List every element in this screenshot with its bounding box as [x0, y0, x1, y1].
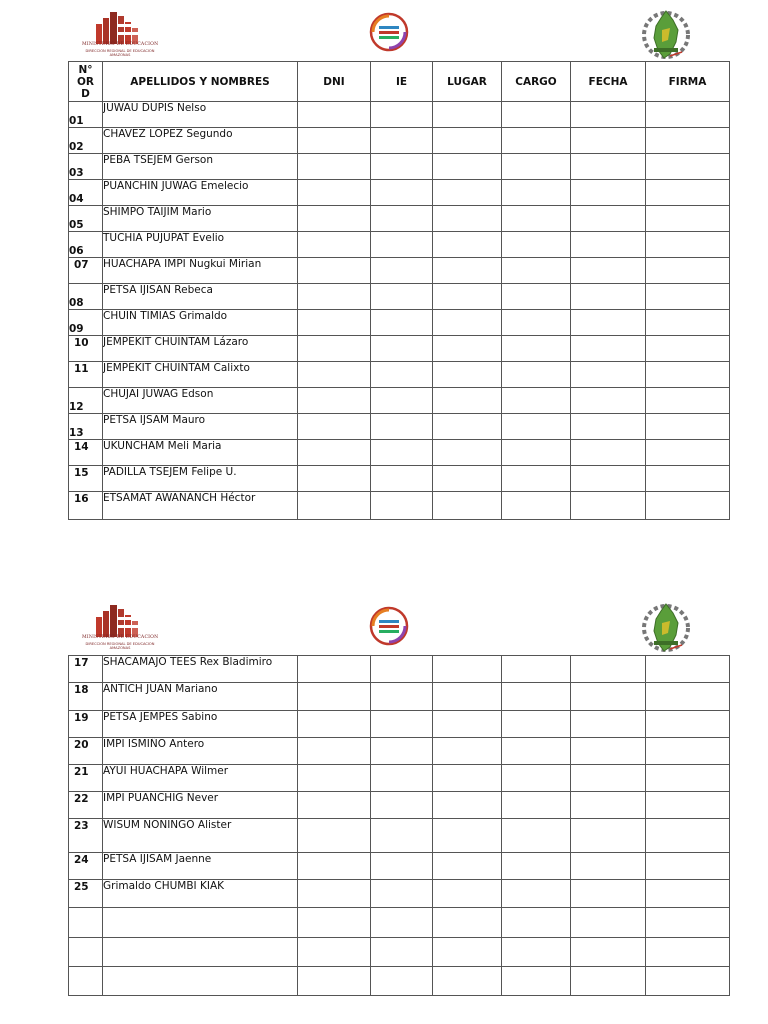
ie-cell[interactable] — [371, 908, 433, 938]
col-header-fecha: FECHA — [571, 62, 646, 102]
table-row — [69, 492, 730, 520]
table-row — [69, 819, 730, 853]
intercultural-logo — [369, 12, 409, 52]
row-name: PETSA IJISAN Rebeca — [103, 284, 298, 310]
lugar-cell[interactable] — [433, 466, 502, 492]
row-number: 03 — [69, 154, 103, 180]
dni-cell[interactable] — [298, 738, 371, 765]
firma-cell[interactable] — [646, 180, 730, 206]
row-number: 09 — [69, 310, 103, 336]
firma-cell[interactable] — [646, 362, 730, 388]
row-number: 06 — [69, 232, 103, 258]
table-body-page1 — [69, 102, 730, 520]
ie-cell[interactable] — [371, 180, 433, 206]
lugar-cell[interactable] — [433, 440, 502, 466]
row-number: 01 — [69, 102, 103, 128]
row-name: Grimaldo CHUMBI KIAK — [103, 880, 298, 908]
lugar-cell[interactable] — [433, 154, 502, 180]
firma-cell[interactable] — [646, 792, 730, 819]
firma-cell[interactable] — [646, 908, 730, 938]
row-name: IMPI ISMIÑO Antero — [103, 738, 298, 765]
fecha-cell[interactable] — [571, 938, 646, 967]
dni-cell[interactable] — [298, 853, 371, 880]
col-header-firma: FIRMA — [646, 62, 730, 102]
dni-cell[interactable] — [298, 414, 371, 440]
fecha-cell[interactable] — [571, 310, 646, 336]
cargo-cell[interactable] — [502, 128, 571, 154]
dni-cell[interactable] — [298, 154, 371, 180]
dni-cell[interactable] — [298, 492, 371, 520]
dni-cell[interactable] — [298, 967, 371, 996]
row-number: 13 — [69, 414, 103, 440]
fecha-cell[interactable] — [571, 853, 646, 880]
fecha-cell[interactable] — [571, 440, 646, 466]
ie-cell[interactable] — [371, 388, 433, 414]
row-number: 02 — [69, 128, 103, 154]
cargo-cell[interactable] — [502, 258, 571, 284]
table-row — [69, 466, 730, 492]
row-name: SHACAMAJO TEES Rex Bladimiro — [103, 656, 298, 683]
col-ord-line2: OR — [76, 75, 94, 88]
dni-cell[interactable] — [298, 656, 371, 683]
row-name: SHIMPO TAIJIM Mario — [103, 206, 298, 232]
row-name: CHAVEZ LOPEZ Segundo — [103, 128, 298, 154]
cargo-cell[interactable] — [502, 683, 571, 711]
row-name: ETSAMAT AWANANCH Héctor — [103, 492, 298, 520]
fecha-cell[interactable] — [571, 336, 646, 362]
ie-cell[interactable] — [371, 738, 433, 765]
dni-cell[interactable] — [298, 938, 371, 967]
intercultural-logo-page2 — [369, 606, 409, 646]
firma-cell[interactable] — [646, 310, 730, 336]
table-row — [69, 232, 730, 258]
ie-cell[interactable] — [371, 362, 433, 388]
lugar-cell[interactable] — [433, 765, 502, 792]
attendance-table-page2 — [68, 655, 730, 996]
lugar-cell[interactable] — [433, 258, 502, 284]
fecha-cell[interactable] — [571, 656, 646, 683]
lugar-cell[interactable] — [433, 232, 502, 258]
firma-cell[interactable] — [646, 102, 730, 128]
table-header-row — [69, 62, 730, 102]
dni-cell[interactable] — [298, 362, 371, 388]
fecha-cell[interactable] — [571, 819, 646, 853]
lugar-cell[interactable] — [433, 414, 502, 440]
table-row — [69, 206, 730, 232]
fecha-cell[interactable] — [571, 683, 646, 711]
table-row — [69, 284, 730, 310]
dni-cell[interactable] — [298, 908, 371, 938]
cargo-cell[interactable] — [502, 414, 571, 440]
ie-cell[interactable] — [371, 967, 433, 996]
dni-cell[interactable] — [298, 466, 371, 492]
ie-cell[interactable] — [371, 440, 433, 466]
dni-cell[interactable] — [298, 128, 371, 154]
table-row — [69, 362, 730, 388]
fecha-cell[interactable] — [571, 711, 646, 738]
cargo-cell[interactable] — [502, 492, 571, 520]
dni-cell[interactable] — [298, 792, 371, 819]
row-name — [103, 908, 298, 938]
ie-cell[interactable] — [371, 232, 433, 258]
fecha-cell[interactable] — [571, 206, 646, 232]
firma-cell[interactable] — [646, 880, 730, 908]
firma-cell[interactable] — [646, 853, 730, 880]
ie-cell[interactable] — [371, 206, 433, 232]
ie-cell[interactable] — [371, 765, 433, 792]
lugar-cell[interactable] — [433, 336, 502, 362]
row-number: 08 — [69, 284, 103, 310]
table-row — [69, 154, 730, 180]
fecha-cell[interactable] — [571, 466, 646, 492]
table-body-page2 — [69, 656, 730, 996]
ministry-line1: MINISTERIO DE EDUCACION — [82, 635, 159, 640]
row-number: 18 — [69, 683, 103, 711]
fecha-cell[interactable] — [571, 967, 646, 996]
col-header-ie: IE — [371, 62, 433, 102]
lugar-cell[interactable] — [433, 492, 502, 520]
firma-cell[interactable] — [646, 258, 730, 284]
row-number: 23 — [69, 819, 103, 853]
table-row — [69, 738, 730, 765]
row-number — [69, 908, 103, 938]
cargo-cell[interactable] — [502, 908, 571, 938]
ministry-line2: DIRECCION REGIONAL DE EDUCACION — [85, 642, 155, 646]
table-row — [69, 388, 730, 414]
ministry-line3: AMAZONAS — [109, 53, 131, 57]
firma-cell[interactable] — [646, 656, 730, 683]
ie-cell[interactable] — [371, 154, 433, 180]
ministry-line3: AMAZONAS — [109, 646, 131, 650]
minedu-bars-icon — [82, 10, 158, 44]
row-number: 16 — [69, 492, 103, 520]
ie-cell[interactable] — [371, 102, 433, 128]
ie-cell[interactable] — [371, 792, 433, 819]
ie-cell[interactable] — [371, 711, 433, 738]
lugar-cell[interactable] — [433, 738, 502, 765]
row-number: 20 — [69, 738, 103, 765]
ministry-line1: MINISTERIO DE EDUCACION — [82, 42, 159, 47]
table-row — [69, 102, 730, 128]
cargo-cell[interactable] — [502, 738, 571, 765]
dni-cell[interactable] — [298, 711, 371, 738]
ie-cell[interactable] — [371, 819, 433, 853]
fecha-cell[interactable] — [571, 102, 646, 128]
lugar-cell[interactable] — [433, 880, 502, 908]
lugar-cell[interactable] — [433, 683, 502, 711]
lugar-cell[interactable] — [433, 362, 502, 388]
row-name: CHUJAI JUWAG Edson — [103, 388, 298, 414]
fecha-cell[interactable] — [571, 414, 646, 440]
dni-cell[interactable] — [298, 683, 371, 711]
cargo-cell[interactable] — [502, 819, 571, 853]
row-name: PEBA TSEJEM Gerson — [103, 154, 298, 180]
dni-cell[interactable] — [298, 310, 371, 336]
dni-cell[interactable] — [298, 206, 371, 232]
cargo-cell[interactable] — [502, 336, 571, 362]
dni-cell[interactable] — [298, 284, 371, 310]
table-row — [69, 880, 730, 908]
cargo-cell[interactable] — [502, 284, 571, 310]
col-ord-line3: D — [81, 87, 90, 100]
table-row — [69, 180, 730, 206]
firma-cell[interactable] — [646, 440, 730, 466]
row-number: 25 — [69, 880, 103, 908]
table-row — [69, 414, 730, 440]
ie-cell[interactable] — [371, 336, 433, 362]
dni-cell[interactable] — [298, 880, 371, 908]
gear-seal-icon — [640, 601, 692, 655]
row-number: 07 — [69, 258, 103, 284]
lugar-cell[interactable] — [433, 853, 502, 880]
row-number: 11 — [69, 362, 103, 388]
table-row — [69, 938, 730, 967]
row-name: JEMPEKIT CHUINTAM Lázaro — [103, 336, 298, 362]
lugar-cell[interactable] — [433, 938, 502, 967]
row-number: 19 — [69, 711, 103, 738]
ie-cell[interactable] — [371, 683, 433, 711]
row-name: PETSA JEMPES Sabino — [103, 711, 298, 738]
table-row — [69, 683, 730, 711]
row-name: TUCHIA PUJUPAT Evelio — [103, 232, 298, 258]
cargo-cell[interactable] — [502, 711, 571, 738]
col-header-dni: DNI — [298, 62, 371, 102]
fecha-cell[interactable] — [571, 154, 646, 180]
lugar-cell[interactable] — [433, 102, 502, 128]
circular-emblem-icon — [369, 606, 409, 646]
firma-cell[interactable] — [646, 466, 730, 492]
row-number: 10 — [69, 336, 103, 362]
cargo-cell[interactable] — [502, 440, 571, 466]
cargo-cell[interactable] — [502, 206, 571, 232]
row-name — [103, 967, 298, 996]
table-row — [69, 336, 730, 362]
row-name: HUACHAPA IMPI Nugkui Mirian — [103, 258, 298, 284]
dni-cell[interactable] — [298, 440, 371, 466]
row-number: 14 — [69, 440, 103, 466]
table-row — [69, 967, 730, 996]
col-ord-line1: N° — [78, 63, 93, 76]
cargo-cell[interactable] — [502, 102, 571, 128]
cargo-cell[interactable] — [502, 656, 571, 683]
dni-cell[interactable] — [298, 388, 371, 414]
fecha-cell[interactable] — [571, 792, 646, 819]
fecha-cell[interactable] — [571, 765, 646, 792]
ie-cell[interactable] — [371, 880, 433, 908]
firma-cell[interactable] — [646, 967, 730, 996]
lugar-cell[interactable] — [433, 388, 502, 414]
row-number: 15 — [69, 466, 103, 492]
row-number: 24 — [69, 853, 103, 880]
firma-cell[interactable] — [646, 765, 730, 792]
col-header-names: APELLIDOS Y NOMBRES — [103, 62, 298, 102]
row-number — [69, 967, 103, 996]
ie-cell[interactable] — [371, 128, 433, 154]
fecha-cell[interactable] — [571, 908, 646, 938]
dni-cell[interactable] — [298, 819, 371, 853]
lugar-cell[interactable] — [433, 656, 502, 683]
table-row — [69, 908, 730, 938]
row-name: CHUIN TIMIAS Grimaldo — [103, 310, 298, 336]
firma-cell[interactable] — [646, 284, 730, 310]
row-number: 17 — [69, 656, 103, 683]
fecha-cell[interactable] — [571, 388, 646, 414]
lugar-cell[interactable] — [433, 180, 502, 206]
firma-cell[interactable] — [646, 819, 730, 853]
col-header-ord — [69, 62, 103, 102]
cargo-cell[interactable] — [502, 388, 571, 414]
row-name: PETSA IJSAM Mauro — [103, 414, 298, 440]
row-name: JEMPEKIT CHUINTAM Calixto — [103, 362, 298, 388]
cargo-cell[interactable] — [502, 310, 571, 336]
ie-cell[interactable] — [371, 492, 433, 520]
dni-cell[interactable] — [298, 765, 371, 792]
lugar-cell[interactable] — [433, 128, 502, 154]
table-row — [69, 440, 730, 466]
row-name: JUWAU DUPIS Nelso — [103, 102, 298, 128]
dni-cell[interactable] — [298, 258, 371, 284]
ie-cell[interactable] — [371, 310, 433, 336]
dni-cell[interactable] — [298, 336, 371, 362]
lugar-cell[interactable] — [433, 967, 502, 996]
lugar-cell[interactable] — [433, 284, 502, 310]
firma-cell[interactable] — [646, 154, 730, 180]
dni-cell[interactable] — [298, 180, 371, 206]
col-header-lugar: LUGAR — [433, 62, 502, 102]
row-name — [103, 938, 298, 967]
ie-cell[interactable] — [371, 656, 433, 683]
amazonas-seal-logo — [640, 8, 692, 62]
table-row — [69, 258, 730, 284]
firma-cell[interactable] — [646, 683, 730, 711]
row-number: 12 — [69, 388, 103, 414]
row-name: PETSA IJISAM Jaenne — [103, 853, 298, 880]
dni-cell[interactable] — [298, 102, 371, 128]
fecha-cell[interactable] — [571, 232, 646, 258]
ie-cell[interactable] — [371, 258, 433, 284]
attendance-table-page1 — [68, 61, 730, 520]
cargo-cell[interactable] — [502, 938, 571, 967]
cargo-cell[interactable] — [502, 180, 571, 206]
cargo-cell[interactable] — [502, 792, 571, 819]
fecha-cell[interactable] — [571, 880, 646, 908]
row-number: 05 — [69, 206, 103, 232]
row-number: 22 — [69, 792, 103, 819]
col-header-cargo: CARGO — [502, 62, 571, 102]
cargo-cell[interactable] — [502, 853, 571, 880]
ie-cell[interactable] — [371, 853, 433, 880]
cargo-cell[interactable] — [502, 154, 571, 180]
fecha-cell[interactable] — [571, 738, 646, 765]
circular-emblem-icon — [369, 12, 409, 52]
firma-cell[interactable] — [646, 492, 730, 520]
cargo-cell[interactable] — [502, 880, 571, 908]
dni-cell[interactable] — [298, 232, 371, 258]
firma-cell[interactable] — [646, 414, 730, 440]
firma-cell[interactable] — [646, 232, 730, 258]
lugar-cell[interactable] — [433, 792, 502, 819]
firma-cell[interactable] — [646, 128, 730, 154]
minedu-bars-icon — [82, 603, 158, 637]
fecha-cell[interactable] — [571, 258, 646, 284]
row-name: WISUM NONINGO Alister — [103, 819, 298, 853]
table-row — [69, 656, 730, 683]
lugar-cell[interactable] — [433, 206, 502, 232]
minedu-logo-page2 — [82, 603, 158, 649]
table-row — [69, 765, 730, 792]
row-number: 04 — [69, 180, 103, 206]
ie-cell[interactable] — [371, 414, 433, 440]
ie-cell[interactable] — [371, 284, 433, 310]
lugar-cell[interactable] — [433, 908, 502, 938]
row-name: IMPI PUANCHIG Never — [103, 792, 298, 819]
firma-cell[interactable] — [646, 938, 730, 967]
firma-cell[interactable] — [646, 388, 730, 414]
ie-cell[interactable] — [371, 466, 433, 492]
fecha-cell[interactable] — [571, 492, 646, 520]
table-row — [69, 853, 730, 880]
firma-cell[interactable] — [646, 336, 730, 362]
table-row — [69, 711, 730, 738]
cargo-cell[interactable] — [502, 362, 571, 388]
lugar-cell[interactable] — [433, 711, 502, 738]
row-name: AYUI HUACHAPA Wilmer — [103, 765, 298, 792]
row-name: PADILLA TSEJEM Felipe U. — [103, 466, 298, 492]
row-name: ANTICH JUAN Mariano — [103, 683, 298, 711]
minedu-logo — [82, 10, 158, 56]
fecha-cell[interactable] — [571, 128, 646, 154]
firma-cell[interactable] — [646, 711, 730, 738]
fecha-cell[interactable] — [571, 362, 646, 388]
cargo-cell[interactable] — [502, 765, 571, 792]
row-number — [69, 938, 103, 967]
gear-seal-icon — [640, 8, 692, 62]
ministry-line2: DIRECCION REGIONAL DE EDUCACION — [85, 49, 155, 53]
fecha-cell[interactable] — [571, 284, 646, 310]
cargo-cell[interactable] — [502, 232, 571, 258]
row-number: 21 — [69, 765, 103, 792]
ie-cell[interactable] — [371, 938, 433, 967]
amazonas-seal-logo-page2 — [640, 601, 692, 655]
row-name: UKUNCHAM Meli Maria — [103, 440, 298, 466]
table-row — [69, 310, 730, 336]
firma-cell[interactable] — [646, 206, 730, 232]
table-row — [69, 792, 730, 819]
cargo-cell[interactable] — [502, 967, 571, 996]
fecha-cell[interactable] — [571, 180, 646, 206]
cargo-cell[interactable] — [502, 466, 571, 492]
lugar-cell[interactable] — [433, 310, 502, 336]
table-row — [69, 128, 730, 154]
row-name: PUANCHIN JUWAG Emelecio — [103, 180, 298, 206]
firma-cell[interactable] — [646, 738, 730, 765]
lugar-cell[interactable] — [433, 819, 502, 853]
